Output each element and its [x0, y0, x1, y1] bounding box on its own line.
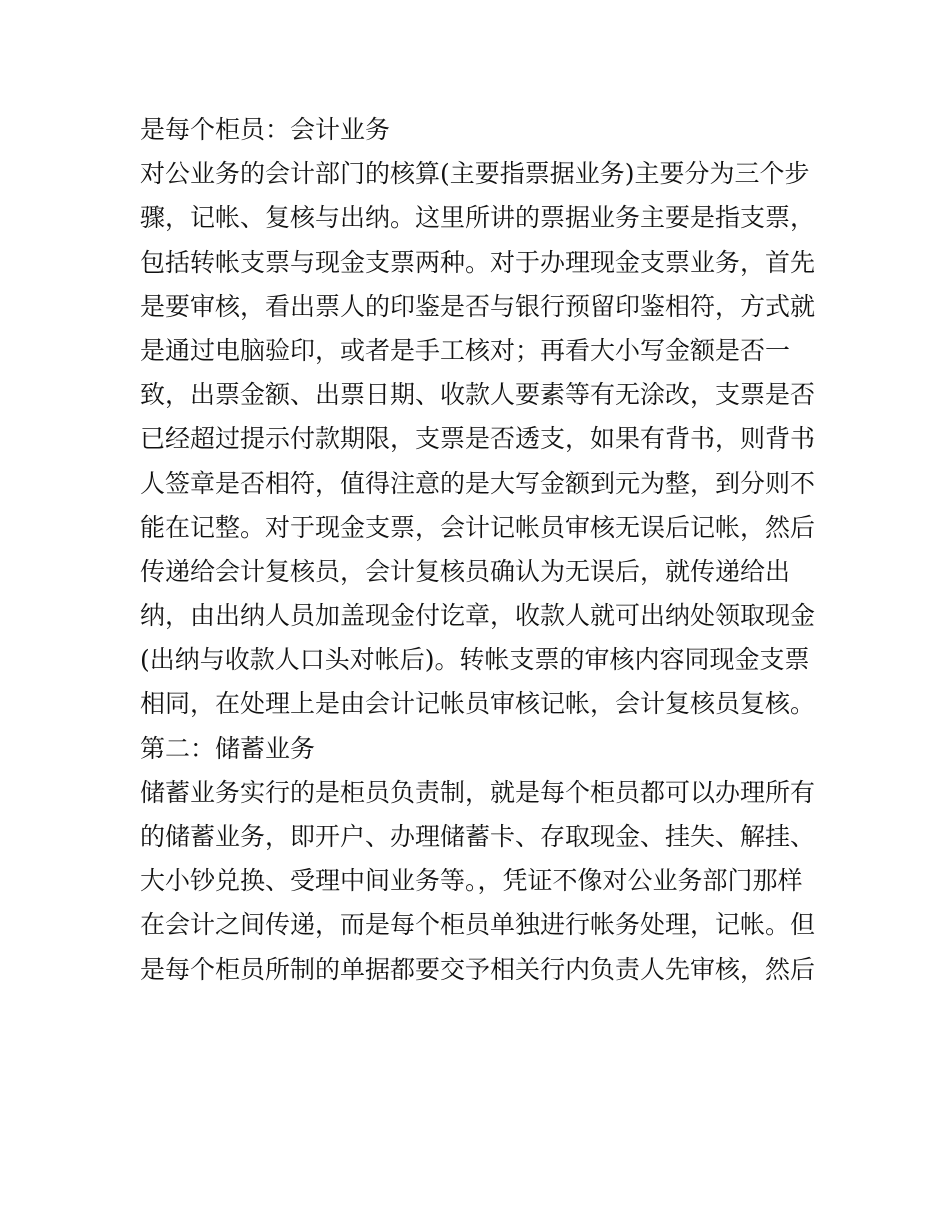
text-line: 骤，记帐、复核与出纳。这里所讲的票据业务主要是指支票，	[140, 203, 816, 233]
text-line: 对公业务的会计部门的核算(主要指票据业务)主要分为三个步	[140, 159, 810, 189]
body-text	[140, 108, 820, 992]
text-line: 是每个柜员所制的单据都要交予相关行内负责人先审核，然后	[140, 954, 816, 984]
text-line: (出纳与收款人口头对帐后)。转帐支票的审核内容同现金支票	[140, 645, 810, 675]
text-line: 已经超过提示付款期限，支票是否透支，如果有背书，则背书	[140, 424, 816, 454]
text-line: 大小钞兑换、受理中间业务等。，凭证不像对公业务部门那样	[140, 866, 803, 896]
text-line: 致，出票金额、出票日期、收款人要素等有无涂改，支票是否	[140, 380, 816, 410]
text-line: 是每个柜员：会计业务	[140, 115, 391, 144]
text-line: 包括转帐支票与现金支票两种。对于办理现金支票业务，首先	[140, 247, 816, 277]
text-line: 传递给会计复核员，会计复核员确认为无误后，就传递给出	[140, 556, 791, 586]
text-line: 储蓄业务实行的是柜员负责制，就是每个柜员都可以办理所有	[140, 777, 816, 807]
text-line: 能在记整。对于现金支票，会计记帐员审核无误后记帐，然后	[140, 512, 816, 542]
section-heading: 第二：储蓄业务	[140, 733, 316, 763]
text-line: 在会计之间传递，而是每个柜员单独进行帐务处理，记帐。但	[140, 910, 816, 940]
text-line: 是通过电脑验印，或者是手工核对；再看大小写金额是否一	[140, 335, 791, 365]
text-line: 纳，由出纳人员加盖现金付讫章，收款人就可出纳处领取现金	[140, 601, 816, 631]
text-line: 人签章是否相符，值得注意的是大写金额到元为整，到分则不	[140, 468, 816, 498]
text-line: 是要审核，看出票人的印鉴是否与银行预留印鉴相符，方式就	[140, 291, 816, 321]
text-line: 相同，在处理上是由会计记帐员审核记帐，会计复核员复核。	[140, 689, 816, 719]
text-line: 的储蓄业务，即开户、办理储蓄卡、存取现金、挂失、解挂、	[140, 822, 816, 851]
